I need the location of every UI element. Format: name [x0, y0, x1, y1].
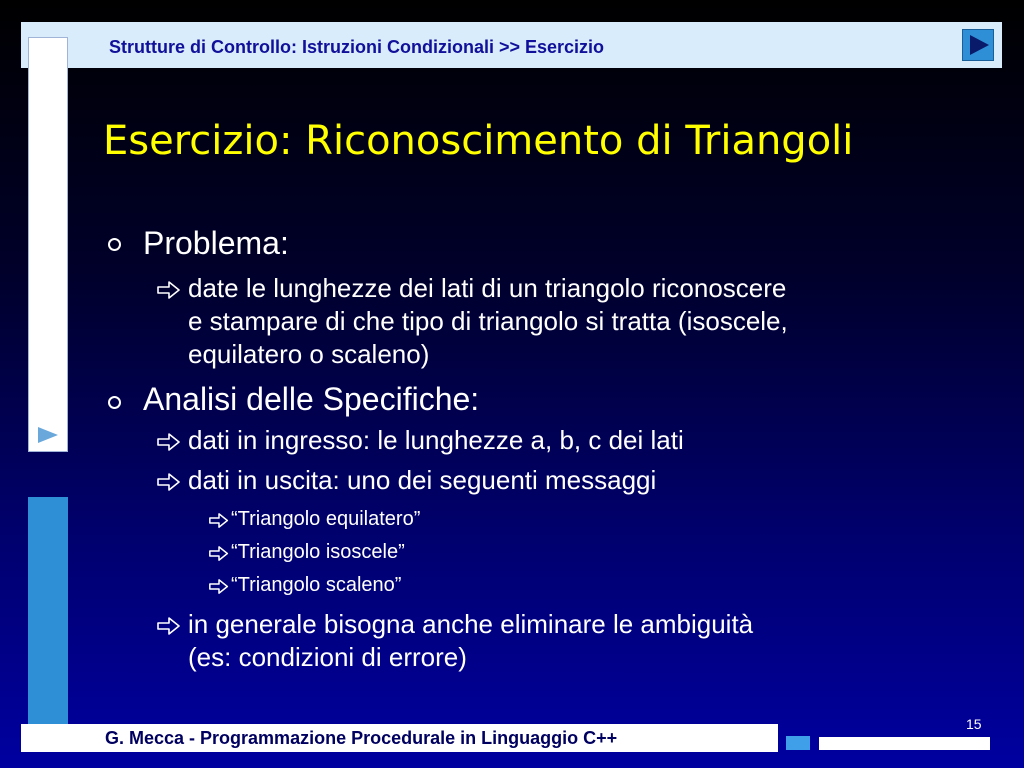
problema-text-line-3: equilatero o scaleno) [188, 339, 430, 369]
page-number: 15 [966, 716, 982, 732]
dati-ingresso: dati in ingresso: le lunghezze a, b, c dei lati [188, 425, 684, 455]
side-navigation-panel [28, 37, 68, 452]
hollow-arrow-icon [209, 579, 229, 594]
message-scaleno: “Triangolo scaleno” [231, 574, 402, 596]
hollow-arrow-icon [209, 513, 229, 528]
generale-line-2: (es: condizioni di errore) [188, 642, 467, 672]
problema-label: Problema: [143, 225, 289, 261]
hollow-arrow-icon [157, 433, 181, 451]
next-slide-button[interactable] [962, 29, 994, 61]
analisi-label: Analisi delle Specifiche: [143, 381, 480, 417]
message-equilatero: “Triangolo equilatero” [231, 508, 421, 530]
footer-author-course: G. Mecca - Programmazione Procedurale in Linguaggio C++ [105, 728, 618, 748]
problema-text-line-2: e stampare di che tipo di triangolo si tratta (isoscele, [188, 306, 788, 336]
dati-uscita: dati in uscita: uno dei seguenti messaggi [188, 465, 657, 495]
footer-accent-box [786, 736, 810, 750]
footer-bar [21, 724, 778, 752]
footer-right-bar [819, 737, 990, 750]
header-bar [21, 22, 1002, 68]
message-isoscele: “Triangolo isoscele” [231, 541, 405, 563]
hollow-arrow-icon [157, 281, 181, 299]
circle-bullet-icon [108, 396, 121, 409]
triangle-right-icon[interactable] [36, 425, 60, 445]
slide-title: Esercizio: Riconoscimento di Triangoli [103, 118, 854, 164]
hollow-arrow-icon [209, 546, 229, 561]
hollow-arrow-icon [157, 617, 181, 635]
header-title: Strutture di Controllo: Istruzioni Condizionali >> Esercizio [109, 37, 605, 57]
side-decoration-bar [28, 497, 68, 735]
generale-line-1: in generale bisogna anche eliminare le ambiguità [188, 609, 754, 639]
play-right-icon [968, 34, 990, 56]
circle-bullet-icon [108, 238, 121, 251]
hollow-arrow-icon [157, 473, 181, 491]
problema-text-line-1: date le lunghezze dei lati di un triangolo riconoscere [188, 273, 787, 303]
